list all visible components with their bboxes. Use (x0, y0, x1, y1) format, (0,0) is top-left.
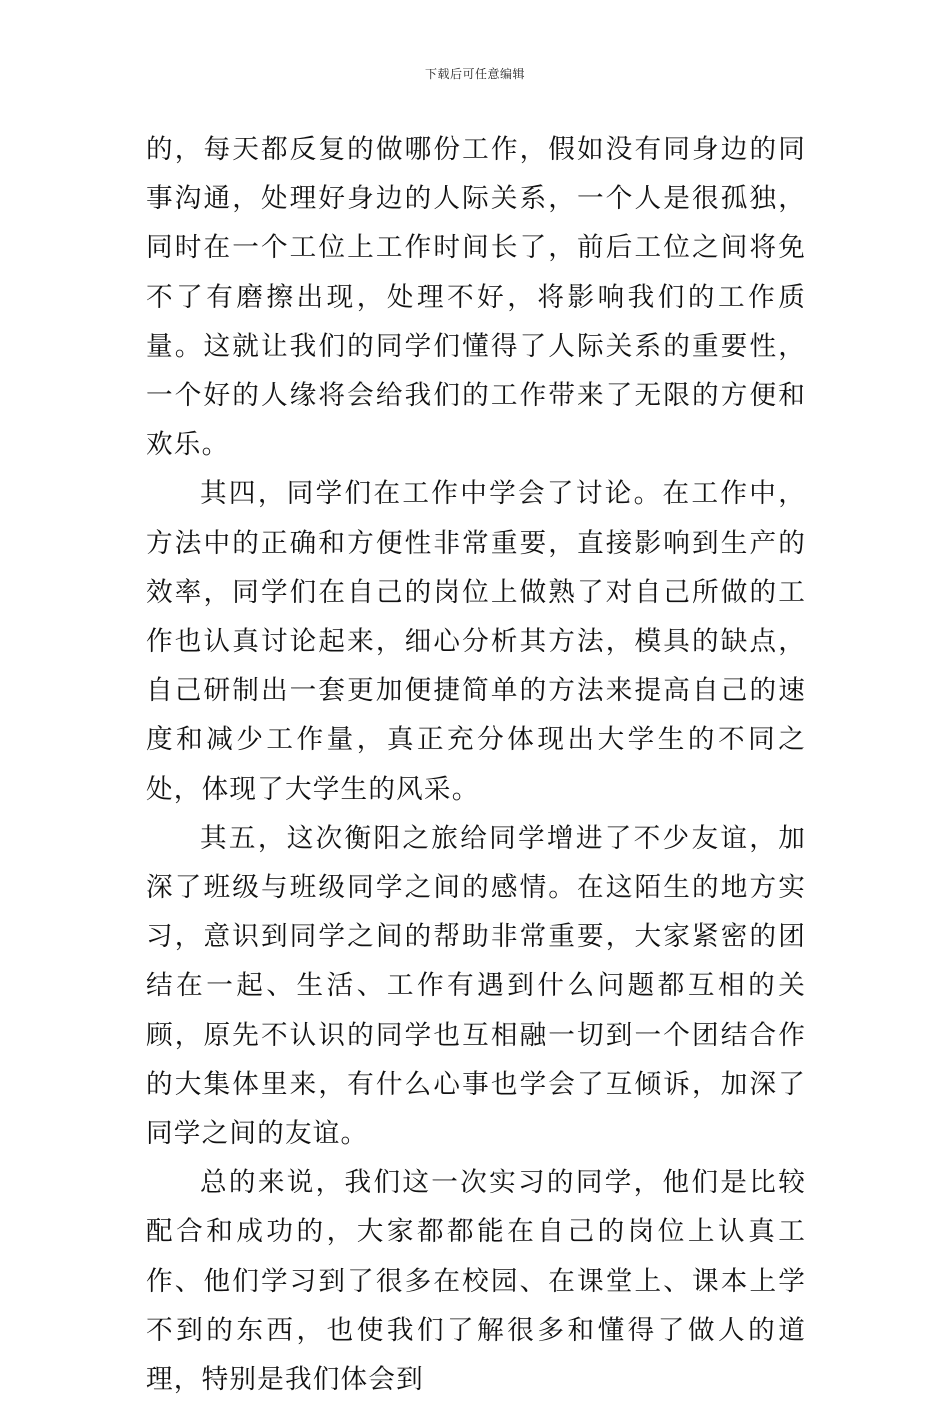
document-body (146, 125, 806, 1404)
paragraph-continuation: 的，每天都反复的做哪份工作，假如没有同身边的同事沟通，处理好身边的人际关系，一个人是很孤独，同时在一个工位上工作时间长了，前后工位之间将免不了有磨擦出现，处理不好，将影响我们的工作质量。这就让我们的同学们懂得了人际关系的重要性，一个好的人缘将会给我们的工作带来了无限的方便和欢乐。 (146, 134, 806, 461)
page-header: 下载后可任意编辑 (424, 67, 525, 81)
paragraph-fifth-point: 其五，这次衡阳之旅给同学增进了不少友谊，加深了班级与班级同学之间的感情。在这陌生的地方实习，意识到同学之间的帮助非常重要，大家紧密的团结在一起、生活、工作有遇到什么问题都互相的关顾，原先不认识的同学也互相融一切到一个团结合作的大集体里来，有什么心事也学会了互倾诉，加深了同学之间的友谊。 (146, 822, 806, 1150)
paragraph-summary: 总的来说，我们这一次实习的同学，他们是比较配合和成功的，大家都都能在自己的岗位上认真工作、他们学习到了很多在校园、在课堂上、课本上学不到的东西，也使我们了解很多和懂得了做人的道理，特别是我们体会到 (146, 1167, 806, 1396)
paragraph-fourth-point: 其四，同学们在工作中学会了讨论。在工作中，方法中的正确和方便性非常重要，直接影响到生产的效率，同学们在自己的岗位上做熟了对自己所做的工作也认真讨论起来，细心分析其方法，模具的缺点，自己研制出一套更加便捷简单的方法来提高自己的速度和减少工作量，真正充分体现出大学生的不同之处，体现了大学生的风采。 (146, 478, 806, 805)
